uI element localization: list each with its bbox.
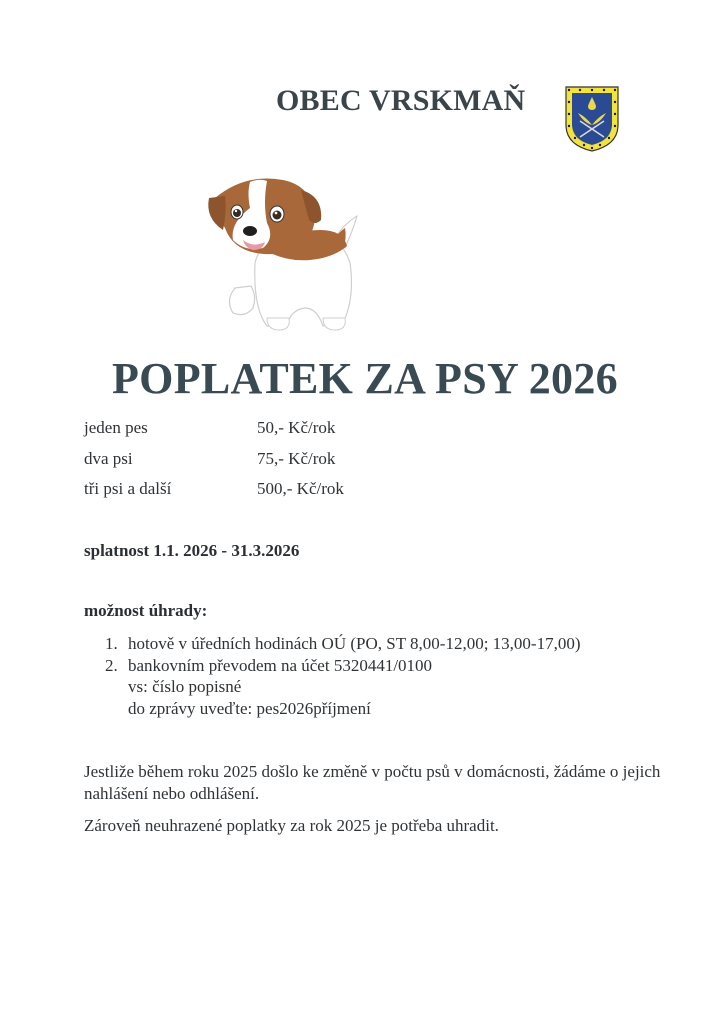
fee-table xyxy=(84,418,344,510)
payment-message-note: do zprávy uveďte: pes2026příjmení xyxy=(128,698,371,718)
notice-paragraph: Jestliže během roku 2025 došlo ke změně v počtu psů v domácnosti, žádáme o jejich nahlášení nebo odhlášení. xyxy=(84,762,661,803)
fee-label: dva psi xyxy=(84,448,133,468)
fee-row xyxy=(84,479,344,510)
fee-label: jeden pes xyxy=(84,418,148,437)
payment-options-list xyxy=(105,633,581,719)
fee-amount: 75,- Kč/rok xyxy=(257,448,336,468)
fee-amount: 500,- Kč/rok xyxy=(257,479,344,498)
coat-of-arms-icon xyxy=(564,85,620,153)
page-title: POPLATEK ZA PSY 2026 xyxy=(112,354,618,403)
due-date: splatnost 1.1. 2026 - 31.3.2026 xyxy=(84,541,300,560)
list-number: 2. xyxy=(105,655,118,675)
fee-row xyxy=(84,418,344,449)
fee-label: tři psi a další xyxy=(84,479,172,498)
notice-paragraph-arrears: Zároveň neuhrazené poplatky za rok 2025 je potřeba uhradit. xyxy=(84,816,499,835)
list-number: 1. xyxy=(105,634,118,653)
municipality-name: OBEC VRSKMAŇ xyxy=(276,84,526,117)
list-text: hotově v úředních hodinách OÚ (PO, ST 8,00-12,00; 13,00-17,00) xyxy=(128,634,581,653)
list-text: bankovním převodem na účet 5320441/0100 xyxy=(128,655,433,675)
fee-row xyxy=(84,449,344,480)
list-item xyxy=(105,655,581,677)
list-item xyxy=(105,633,581,655)
variable-symbol-note: vs: číslo popisné xyxy=(128,677,242,696)
puppy-illustration xyxy=(205,168,375,333)
payment-heading: možnost úhrady: xyxy=(84,601,208,620)
fee-amount: 50,- Kč/rok xyxy=(257,418,336,437)
